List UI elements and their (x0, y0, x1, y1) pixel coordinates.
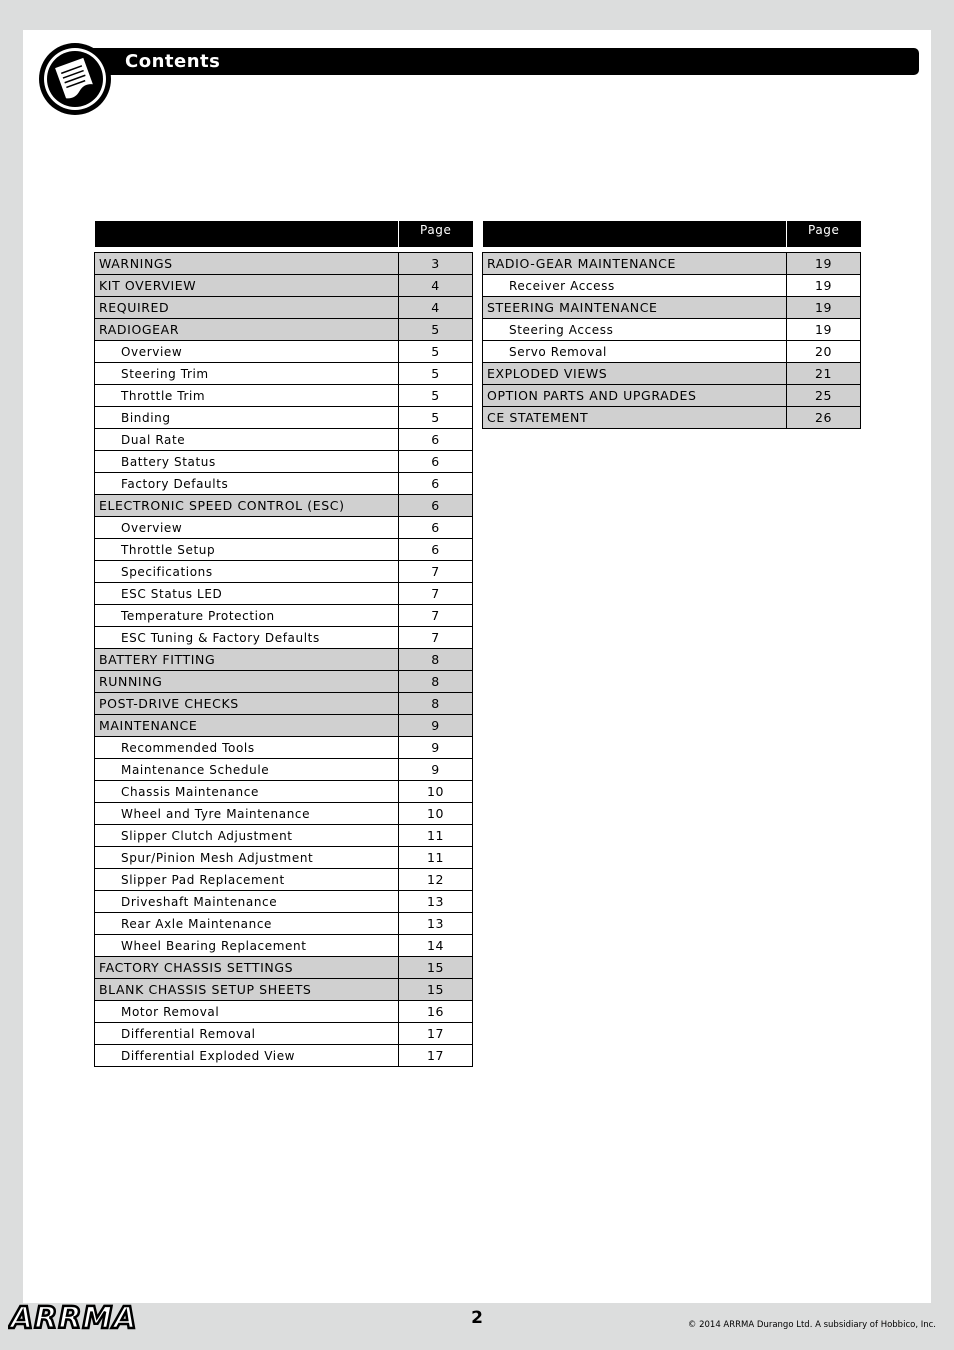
toc-entry-page: 6 (399, 495, 473, 517)
toc-entry-label: Driveshaft Maintenance (95, 891, 399, 913)
toc-entry-page: 3 (399, 253, 473, 275)
toc-entry-label: POST-DRIVE CHECKS (95, 693, 399, 715)
toc-entry-label: RUNNING (95, 671, 399, 693)
toc-entry-page: 7 (399, 605, 473, 627)
toc-entry-page: 7 (399, 561, 473, 583)
arrma-logo (8, 1298, 170, 1334)
toc-section-row (483, 385, 861, 407)
toc-subsection-row (95, 869, 473, 891)
toc-entry-page: 10 (399, 803, 473, 825)
toc-entry-page: 8 (399, 671, 473, 693)
toc-entry-label: ESC Tuning & Factory Defaults (95, 627, 399, 649)
toc-entry-page: 13 (399, 913, 473, 935)
contents-table-right (482, 221, 861, 429)
section-column-header (95, 221, 399, 247)
toc-entry-page: 11 (399, 847, 473, 869)
toc-subsection-row (95, 935, 473, 957)
toc-subsection-row (95, 847, 473, 869)
toc-subsection-row (483, 341, 861, 363)
toc-entry-label: Rear Axle Maintenance (95, 913, 399, 935)
toc-section-row (95, 319, 473, 341)
toc-entry-page: 4 (399, 297, 473, 319)
toc-entry-page: 6 (399, 539, 473, 561)
toc-entry-label: Throttle Setup (95, 539, 399, 561)
toc-entry-page: 15 (399, 957, 473, 979)
toc-entry-label: Specifications (95, 561, 399, 583)
toc-entry-label: Recommended Tools (95, 737, 399, 759)
toc-entry-label: BATTERY FITTING (95, 649, 399, 671)
toc-subsection-row (95, 605, 473, 627)
table-header-row (95, 221, 473, 247)
toc-entry-page: 9 (399, 759, 473, 781)
toc-entry-page: 20 (787, 341, 861, 363)
toc-entry-label: BLANK CHASSIS SETUP SHEETS (95, 979, 399, 1001)
toc-section-row (95, 671, 473, 693)
table-header-row (483, 221, 861, 247)
toc-subsection-row (95, 891, 473, 913)
toc-entry-page: 4 (399, 275, 473, 297)
toc-entry-label: RADIOGEAR (95, 319, 399, 341)
toc-subsection-row (95, 583, 473, 605)
toc-section-row (95, 715, 473, 737)
toc-entry-page: 9 (399, 715, 473, 737)
toc-entry-page: 5 (399, 363, 473, 385)
toc-entry-label: Factory Defaults (95, 473, 399, 495)
page-number: 2 (471, 1308, 483, 1328)
page-title: Contents (125, 51, 221, 72)
toc-subsection-row (95, 1023, 473, 1045)
toc-entry-label: Chassis Maintenance (95, 781, 399, 803)
toc-subsection-row (95, 517, 473, 539)
toc-entry-page: 5 (399, 341, 473, 363)
toc-subsection-row (95, 429, 473, 451)
toc-entry-label: Slipper Clutch Adjustment (95, 825, 399, 847)
toc-subsection-row (95, 627, 473, 649)
toc-entry-label: Dual Rate (95, 429, 399, 451)
toc-entry-page: 19 (787, 275, 861, 297)
toc-entry-page: 17 (399, 1023, 473, 1045)
toc-entry-page: 9 (399, 737, 473, 759)
toc-section-row (95, 495, 473, 517)
toc-subsection-row (95, 407, 473, 429)
toc-entry-page: 5 (399, 385, 473, 407)
toc-entry-label: Slipper Pad Replacement (95, 869, 399, 891)
toc-section-row (95, 693, 473, 715)
toc-entry-label: RADIO-GEAR MAINTENANCE (483, 253, 787, 275)
document-icon (38, 42, 112, 116)
toc-entry-page: 8 (399, 693, 473, 715)
toc-entry-page: 12 (399, 869, 473, 891)
toc-entry-page: 19 (787, 253, 861, 275)
toc-subsection-row (483, 275, 861, 297)
toc-entry-label: Maintenance Schedule (95, 759, 399, 781)
toc-subsection-row (95, 1001, 473, 1023)
toc-section-row (95, 275, 473, 297)
toc-entry-page: 6 (399, 473, 473, 495)
toc-entry-page: 13 (399, 891, 473, 913)
toc-entry-label: MAINTENANCE (95, 715, 399, 737)
toc-entry-page: 6 (399, 451, 473, 473)
toc-section-row (95, 649, 473, 671)
toc-subsection-row (95, 473, 473, 495)
toc-entry-label: ESC Status LED (95, 583, 399, 605)
toc-entry-label: Servo Removal (483, 341, 787, 363)
svg-text:ARRMA: ARRMA (10, 1301, 138, 1334)
toc-subsection-row (95, 913, 473, 935)
toc-section-row (95, 253, 473, 275)
toc-entry-page: 21 (787, 363, 861, 385)
toc-section-row (483, 363, 861, 385)
toc-section-row (483, 297, 861, 319)
toc-subsection-row (95, 363, 473, 385)
toc-entry-label: Steering Access (483, 319, 787, 341)
toc-subsection-row (95, 1045, 473, 1067)
toc-entry-page: 11 (399, 825, 473, 847)
toc-entry-label: Temperature Protection (95, 605, 399, 627)
toc-entry-page: 5 (399, 319, 473, 341)
toc-subsection-row (95, 451, 473, 473)
toc-entry-page: 16 (399, 1001, 473, 1023)
toc-entry-label: Motor Removal (95, 1001, 399, 1023)
copyright-notice: © 2014 ARRMA Durango Ltd. A subsidiary of Hobbico, Inc. (687, 1320, 936, 1330)
toc-subsection-row (95, 385, 473, 407)
toc-entry-page: 7 (399, 627, 473, 649)
toc-entry-label: WARNINGS (95, 253, 399, 275)
toc-entry-label: Spur/Pinion Mesh Adjustment (95, 847, 399, 869)
toc-entry-label: Wheel and Tyre Maintenance (95, 803, 399, 825)
toc-entry-page: 19 (787, 297, 861, 319)
toc-entry-label: Differential Removal (95, 1023, 399, 1045)
toc-section-row (95, 979, 473, 1001)
toc-entry-page: 25 (787, 385, 861, 407)
toc-entry-label: KIT OVERVIEW (95, 275, 399, 297)
toc-entry-label: CE STATEMENT (483, 407, 787, 429)
toc-entry-label: Overview (95, 517, 399, 539)
toc-subsection-row (95, 825, 473, 847)
toc-entry-label: Overview (95, 341, 399, 363)
toc-entry-label: Binding (95, 407, 399, 429)
toc-entry-label: Throttle Trim (95, 385, 399, 407)
toc-entry-label: ELECTRONIC SPEED CONTROL (ESC) (95, 495, 399, 517)
toc-entry-page: 5 (399, 407, 473, 429)
page-column-header: Page (787, 221, 861, 247)
contents-table-left (94, 221, 473, 1067)
toc-entry-page: 7 (399, 583, 473, 605)
toc-entry-label: Battery Status (95, 451, 399, 473)
toc-subsection-row (95, 341, 473, 363)
toc-entry-page: 14 (399, 935, 473, 957)
toc-entry-label: FACTORY CHASSIS SETTINGS (95, 957, 399, 979)
toc-subsection-row (95, 781, 473, 803)
toc-entry-page: 15 (399, 979, 473, 1001)
toc-entry-page: 8 (399, 649, 473, 671)
toc-entry-page: 17 (399, 1045, 473, 1067)
toc-entry-label: OPTION PARTS AND UPGRADES (483, 385, 787, 407)
toc-subsection-row (95, 759, 473, 781)
toc-entry-label: Differential Exploded View (95, 1045, 399, 1067)
toc-entry-label: Receiver Access (483, 275, 787, 297)
toc-entry-label: STEERING MAINTENANCE (483, 297, 787, 319)
toc-section-row (483, 253, 861, 275)
toc-entry-page: 6 (399, 517, 473, 539)
section-column-header (483, 221, 787, 247)
toc-subsection-row (95, 561, 473, 583)
toc-subsection-row (483, 319, 861, 341)
toc-entry-label: EXPLODED VIEWS (483, 363, 787, 385)
toc-subsection-row (95, 539, 473, 561)
toc-entry-page: 6 (399, 429, 473, 451)
toc-entry-label: Steering Trim (95, 363, 399, 385)
toc-entry-page: 26 (787, 407, 861, 429)
toc-subsection-row (95, 737, 473, 759)
toc-entry-page: 19 (787, 319, 861, 341)
page-column-header: Page (399, 221, 473, 247)
toc-section-row (483, 407, 861, 429)
toc-entry-label: Wheel Bearing Replacement (95, 935, 399, 957)
toc-entry-page: 10 (399, 781, 473, 803)
toc-section-row (95, 297, 473, 319)
toc-section-row (95, 957, 473, 979)
toc-subsection-row (95, 803, 473, 825)
toc-entry-label: REQUIRED (95, 297, 399, 319)
